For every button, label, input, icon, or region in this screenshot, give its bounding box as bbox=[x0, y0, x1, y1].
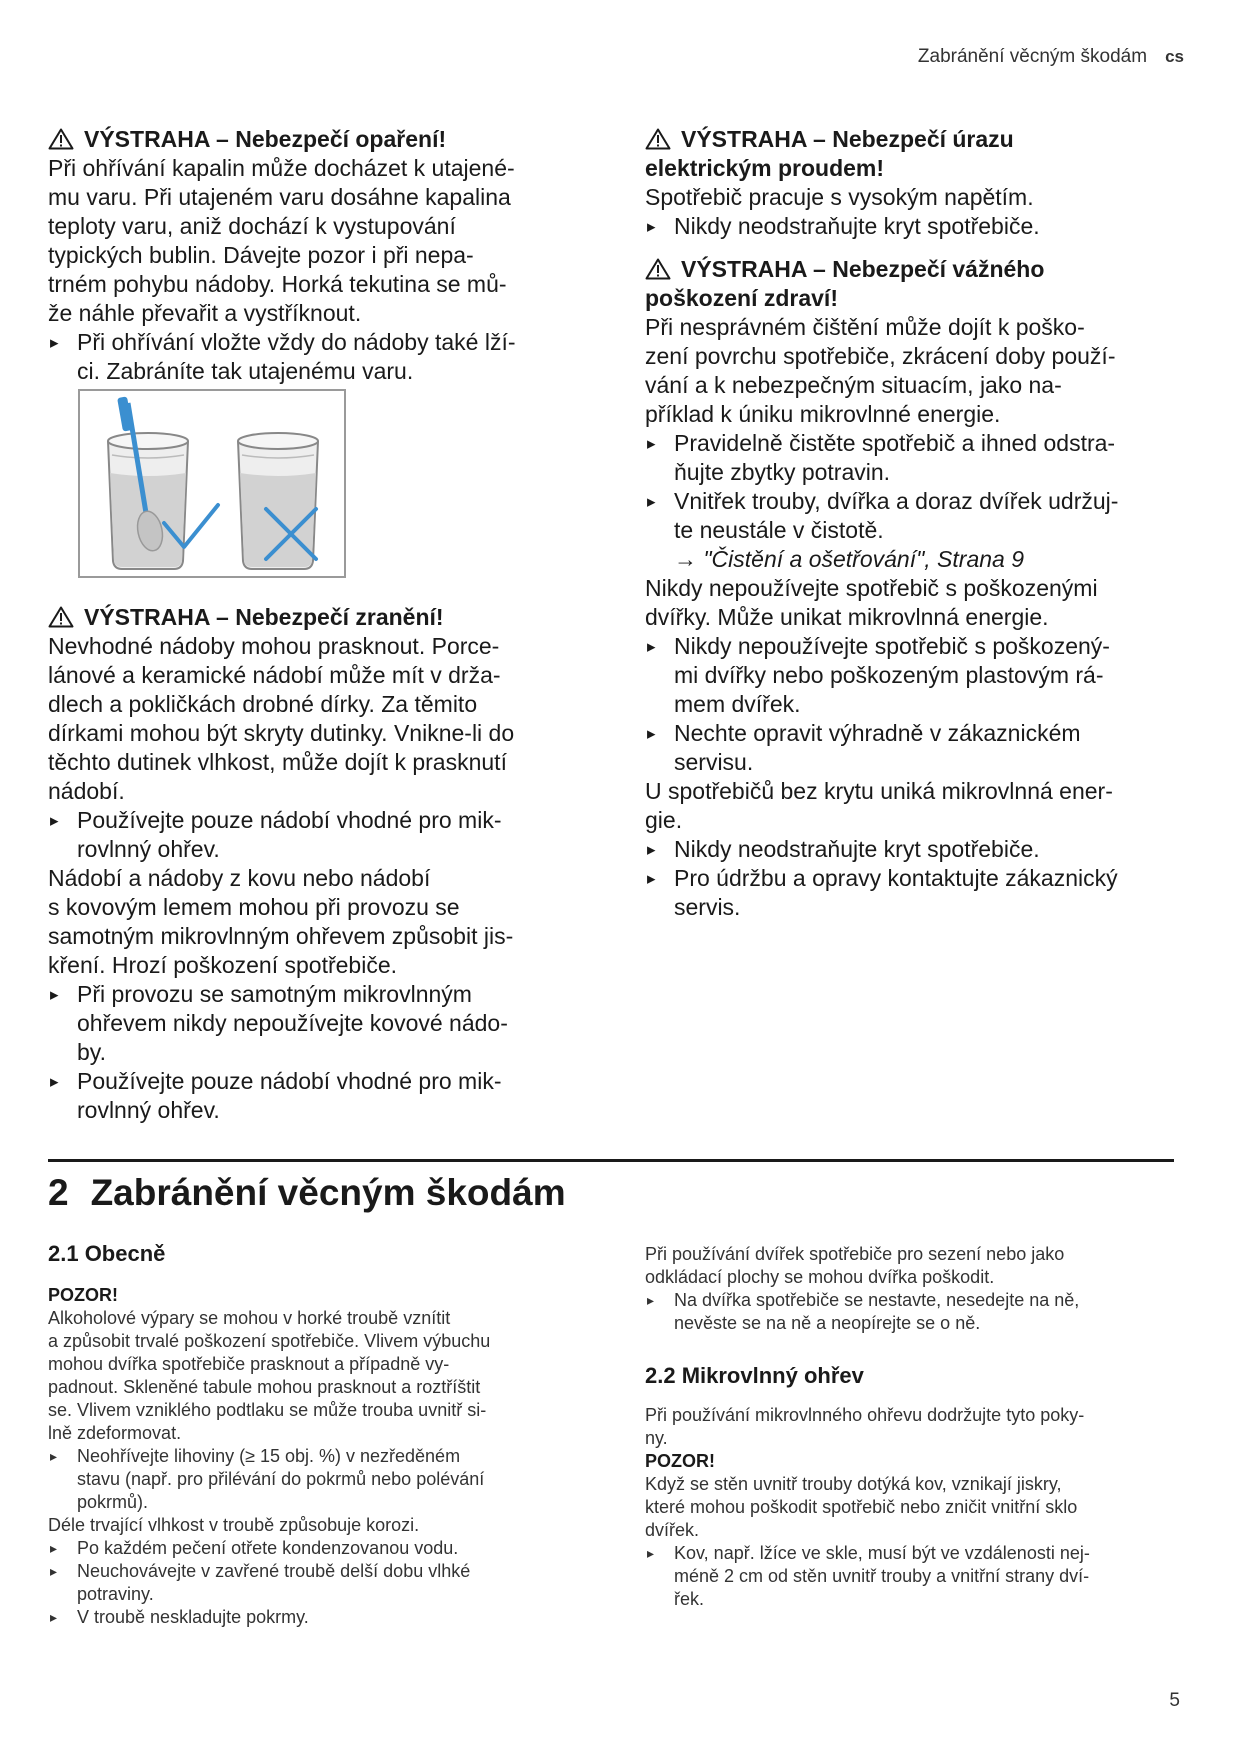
glass-illustration-svg bbox=[80, 391, 344, 576]
warning-text-line: gie. bbox=[645, 807, 683, 833]
bullet-item: ▸ Na dvířka spotřebiče se nestavte, nesedejte na ně, nevěste se na ně a neopírejte se o ně. bbox=[645, 1289, 1175, 1335]
caution-text-line: dvířek. bbox=[645, 1520, 700, 1540]
bullet-item: ▸ Nikdy neodstraňujte kryt spotřebiče. bbox=[645, 835, 1175, 864]
warning-text-line: těchto dutinek vlhkost, může dojít k prasknutí bbox=[48, 749, 507, 775]
warning-text-line: vání a k nebezpečným situacím, jako na- bbox=[645, 372, 1062, 398]
bullet-item: ▸ Po každém pečení otřete kondenzovanou vodu. bbox=[48, 1537, 578, 1560]
right-column bbox=[645, 125, 1175, 922]
warning-health-title-line2: poškození zdraví! bbox=[645, 285, 838, 311]
section-right-column bbox=[645, 1243, 1175, 1611]
warning-text-line: nádobí. bbox=[48, 778, 125, 804]
door-text-line: Při používání dvířek spotřebiče pro sezení nebo jako bbox=[645, 1244, 1065, 1264]
warning-text-line: Nevhodné nádoby mohou prasknout. Porce- bbox=[48, 633, 500, 659]
page-number: 5 bbox=[1169, 1690, 1180, 1711]
caution-text-line: které mohou poškodit spotřebič nebo zničit vnitřní sklo bbox=[645, 1497, 1078, 1517]
bullet-item: ▸ Používejte pouze nádobí vhodné pro mik- rovlnný ohřev. bbox=[48, 806, 578, 864]
warning-triangle-icon bbox=[645, 258, 671, 280]
warning-triangle-icon bbox=[48, 606, 74, 628]
left-column-lower bbox=[48, 603, 578, 1125]
subsection-heading-microwave: 2.2 Mikrovlnný ohřev bbox=[645, 1363, 864, 1388]
warning-electric-title: VÝSTRAHA – Nebezpečí úrazu bbox=[645, 125, 1175, 154]
header-language-code: cs bbox=[1165, 47, 1184, 66]
bullet-item: ▸ Neohřívejte lihoviny (≥ 15 obj. %) v nezředěném stavu (např. pro přilévání do pokrmů nebo polévání pokrmů). bbox=[48, 1445, 578, 1514]
warning-text-line: typických bublin. Dávejte pozor i při nepa- bbox=[48, 242, 474, 268]
bullet-item: ▸ Používejte pouze nádobí vhodné pro mik- rovlnný ohřev. bbox=[48, 1067, 578, 1125]
caution-text-line: Alkoholové výpary se mohou v horké troubě vznítit bbox=[48, 1308, 451, 1328]
header-section-title: Zabránění věcným škodám bbox=[917, 46, 1148, 67]
section-title: 2 Zabránění věcným škodám bbox=[48, 1172, 566, 1213]
caution-text-line: mohou dvířka spotřebiče prasknout a případně vy- bbox=[48, 1354, 450, 1374]
door-text-line: odkládací plochy se mohou dvířka poškodit. bbox=[645, 1267, 995, 1287]
running-header bbox=[918, 46, 1184, 68]
warning-triangle-icon bbox=[48, 128, 74, 150]
warning-text-line: mu varu. Při utajeném varu dosáhne kapalina bbox=[48, 184, 511, 210]
caution-text-line: se. Vlivem vzniklého podtlaku se může trouba uvnitř si- bbox=[48, 1400, 487, 1420]
warning-text-line: dírkami mohou být skryty dutinky. Vnikne-li do bbox=[48, 720, 515, 746]
warning-text-line: dvířky. Může unikat mikrovlnná energie. bbox=[645, 604, 1049, 630]
bullet-item: ▸ Kov, např. lžíce ve skle, musí být ve vzdálenosti nej- méně 2 cm od stěn uvnitř trouby a vnitřní strany dví- řek. bbox=[645, 1542, 1175, 1611]
caution-label: POZOR! bbox=[48, 1285, 118, 1305]
section-divider bbox=[48, 1159, 1174, 1162]
warning-text-line: zení povrchu spotřebiče, zkrácení doby použí- bbox=[645, 343, 1116, 369]
glass-with-spoon bbox=[108, 396, 188, 569]
warning-injury-title: VÝSTRAHA – Nebezpečí zranění! bbox=[48, 603, 578, 632]
warning-text-line: Nikdy nepoužívejte spotřebič s poškozenými bbox=[645, 575, 1098, 601]
warning-text-line: Spotřebič pracuje s vysokým napětím. bbox=[645, 184, 1034, 210]
microwave-text-line: ny. bbox=[645, 1428, 668, 1448]
bullet-item: ▸ Při provozu se samotným mikrovlnným ohřevem nikdy nepoužívejte kovové nádo- by. bbox=[48, 980, 578, 1067]
bullet-item: ▸ Nikdy neodstraňujte kryt spotřebiče. bbox=[645, 212, 1175, 241]
caution-text-line: a způsobit trvalé poškození spotřebiče. Vlivem výbuchu bbox=[48, 1331, 491, 1351]
warning-scalding-title: VÝSTRAHA – Nebezpečí opaření! bbox=[48, 125, 578, 154]
bullet-item: ▸ Vnitřek trouby, dvířka a doraz dvířek udržuj- te neustále v čistotě. bbox=[645, 487, 1175, 545]
warning-text-line: Při ohřívání kapalin může docházet k utajené- bbox=[48, 155, 515, 181]
warning-text-line: kření. Hrozí poškození spotřebiče. bbox=[48, 952, 397, 978]
warning-text-line: že náhle převařit a vystříknout. bbox=[48, 300, 362, 326]
caution-text-line: Déle trvající vlhkost v troubě způsobuje korozi. bbox=[48, 1515, 420, 1535]
spoon-in-glass-illustration bbox=[78, 389, 346, 578]
warning-text-line: U spotřebičů bez krytu uniká mikrovlnná ener- bbox=[645, 778, 1113, 804]
warning-health-title: VÝSTRAHA – Nebezpečí vážného bbox=[645, 255, 1175, 284]
bullet-item: ▸ Pro údržbu a opravy kontaktujte zákaznický servis. bbox=[645, 864, 1175, 922]
bullet-item: ▸ Nechte opravit výhradně v zákaznickém servisu. bbox=[645, 719, 1175, 777]
left-column bbox=[48, 125, 578, 386]
caution-text-line: padnout. Skleněné tabule mohou prasknout a roztříštit bbox=[48, 1377, 481, 1397]
warning-text-line: trném pohybu nádoby. Horká tekutina se mů- bbox=[48, 271, 507, 297]
warning-text-line: lánové a keramické nádobí může mít v drža- bbox=[48, 662, 501, 688]
warning-triangle-icon bbox=[645, 128, 671, 150]
bullet-item: ▸ Při ohřívání vložte vždy do nádoby také lží- ci. Zabráníte tak utajenému varu. bbox=[48, 328, 578, 386]
warning-text-line: s kovovým lemem mohou při provozu se bbox=[48, 894, 460, 920]
bullet-item: ▸ Nikdy nepoužívejte spotřebič s poškozený- mi dvířky nebo poškozeným plastovým rá- mem dvířek. bbox=[645, 632, 1175, 719]
caution-text-line: lně zdeformovat. bbox=[48, 1423, 182, 1443]
caution-text-line: Když se stěn uvnitř trouby dotýká kov, vznikají jiskry, bbox=[645, 1474, 1062, 1494]
warning-text-line: Nádobí a nádoby z kovu nebo nádobí bbox=[48, 865, 431, 891]
warning-text-line: samotným mikrovlnným ohřevem způsobit jis- bbox=[48, 923, 514, 949]
caution-label: POZOR! bbox=[645, 1451, 715, 1471]
warning-text-line: dlech a pokličkách drobné dírky. Za těmito bbox=[48, 691, 478, 717]
warning-electric-title-line2: elektrickým proudem! bbox=[645, 155, 885, 181]
warning-text-line: Při nesprávném čištění může dojít k poško- bbox=[645, 314, 1085, 340]
section-left-column bbox=[48, 1240, 578, 1629]
warning-text-line: příklad k úniku mikrovlnné energie. bbox=[645, 401, 1001, 427]
bullet-item: ▸ V troubě neskladujte pokrmy. bbox=[48, 1606, 578, 1629]
subsection-heading-general: 2.1 Obecně bbox=[48, 1241, 166, 1266]
bullet-item: ▸ Pravidelně čistěte spotřebič a ihned odstra- ňujte zbytky potravin. bbox=[645, 429, 1175, 487]
microwave-text-line: Při používání mikrovlnného ohřevu dodržujte tyto poky- bbox=[645, 1405, 1085, 1425]
cross-reference-link[interactable]: → "Čistění a ošetřování", Strana 9 bbox=[674, 546, 1024, 572]
bullet-item: ▸ Neuchovávejte v zavřené troubě delší dobu vlhké potraviny. bbox=[48, 1560, 578, 1606]
warning-text-line: teploty varu, aniž dochází k vystupování bbox=[48, 213, 456, 239]
